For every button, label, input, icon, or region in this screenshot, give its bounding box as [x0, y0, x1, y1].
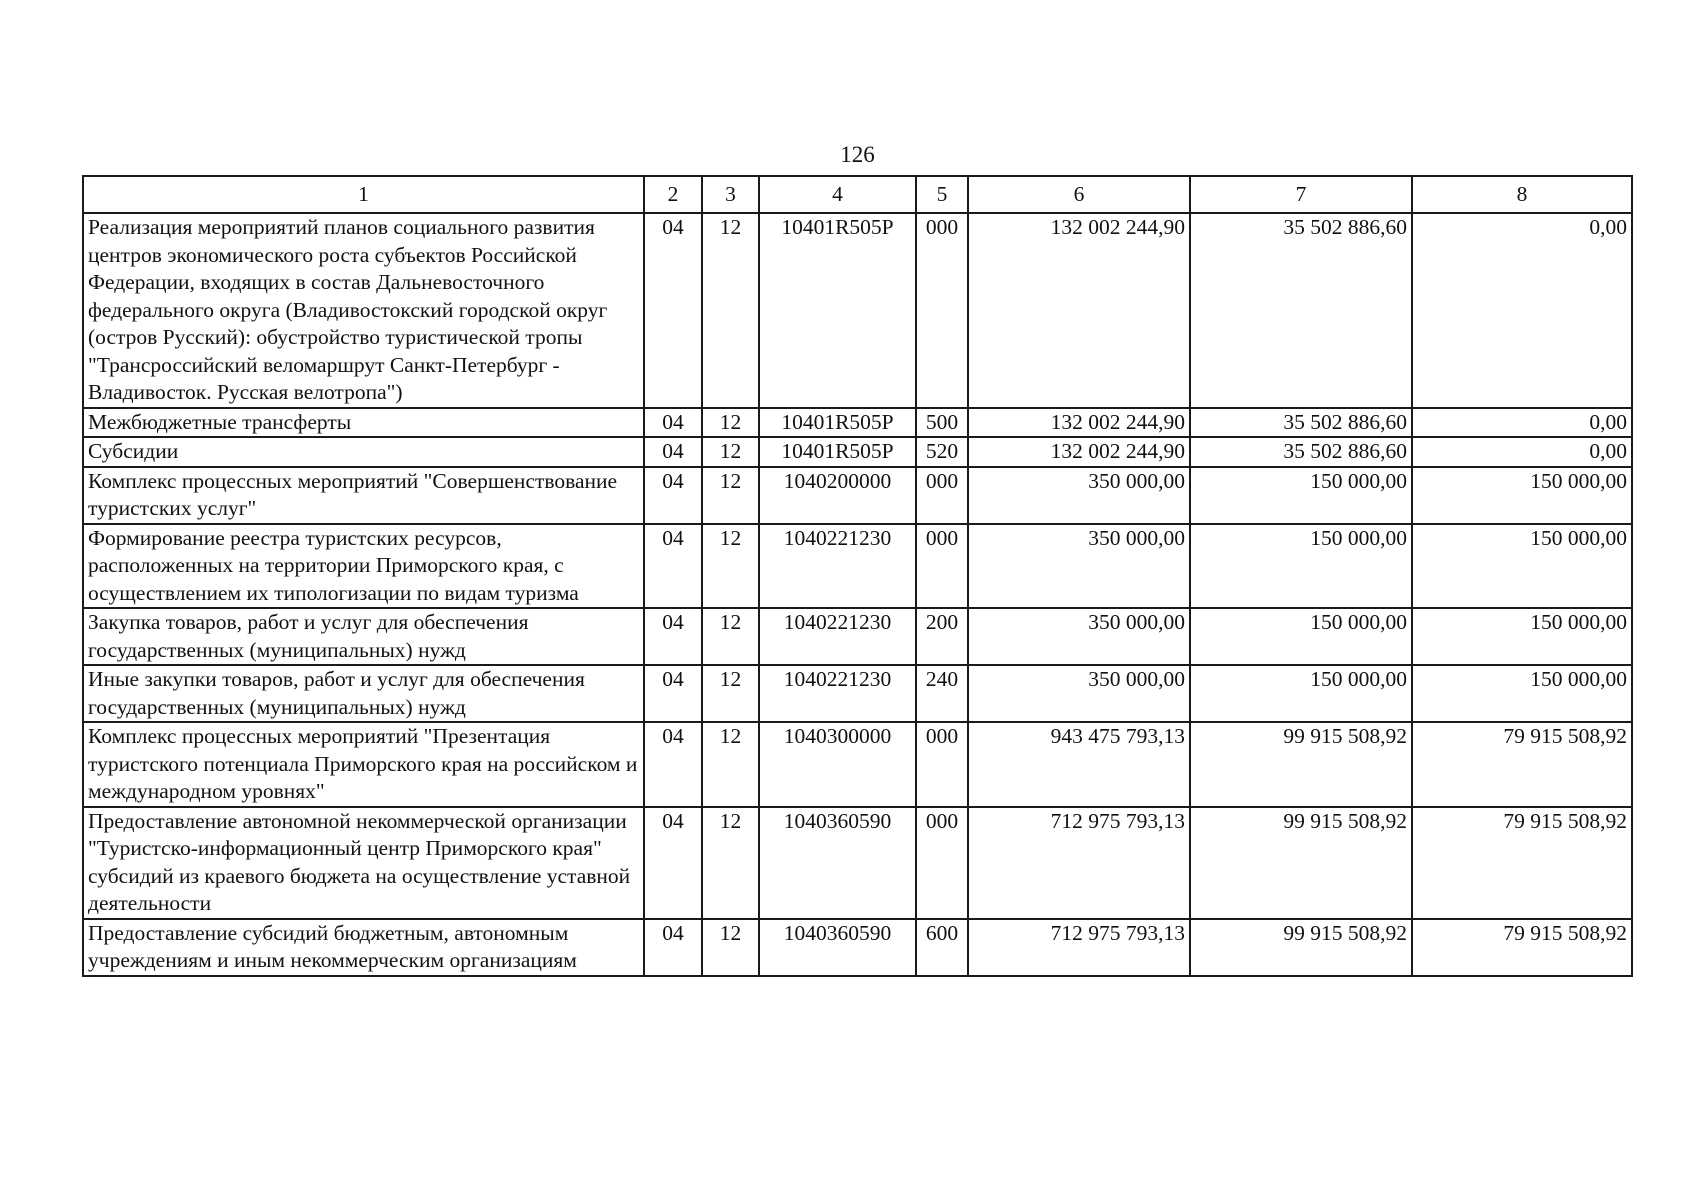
amount-cell-col6: 943 475 793,13	[968, 722, 1190, 807]
expense-type-cell: 000	[916, 722, 968, 807]
amount-cell-col7: 99 915 508,92	[1190, 807, 1412, 919]
amount-cell-col7: 99 915 508,92	[1190, 919, 1412, 976]
section-code-cell: 04	[644, 213, 702, 408]
subsection-code-cell: 12	[702, 608, 759, 665]
row-name-cell: Предоставление автономной некоммерческой организации "Туристско-информационный центр Приморского края" субсидий из краевого бюджета на осуществление уставной деятельности	[83, 807, 644, 919]
row-name-cell: Комплекс процессных мероприятий "Презентация туристского потенциала Приморского края на российском и международном уровнях"	[83, 722, 644, 807]
expense-type-cell: 000	[916, 807, 968, 919]
row-name-cell: Предоставление субсидий бюджетным, автономным учреждениям и иным некоммерческим организациям	[83, 919, 644, 976]
page-number: 126	[840, 142, 875, 167]
amount-cell-col6: 712 975 793,13	[968, 807, 1190, 919]
expense-type-cell: 520	[916, 437, 968, 467]
header-cell: 4	[759, 176, 916, 213]
row-name-cell: Иные закупки товаров, работ и услуг для обеспечения государственных (муниципальных) нужд	[83, 665, 644, 722]
amount-cell-col8: 150 000,00	[1412, 524, 1632, 609]
table-body	[83, 213, 1632, 976]
target-article-cell: 1040221230	[759, 524, 916, 609]
target-article-cell: 10401R505P	[759, 408, 916, 438]
amount-cell-col8: 0,00	[1412, 213, 1632, 408]
row-name-cell: Формирование реестра туристских ресурсов, расположенных на территории Приморского края, с осуществлением их типологизации по видам туризма	[83, 524, 644, 609]
table-row	[83, 437, 1632, 467]
subsection-code-cell: 12	[702, 919, 759, 976]
table-row	[83, 213, 1632, 408]
section-code-cell: 04	[644, 919, 702, 976]
amount-cell-col7: 35 502 886,60	[1190, 408, 1412, 438]
table-row	[83, 408, 1632, 438]
header-cell: 3	[702, 176, 759, 213]
subsection-code-cell: 12	[702, 408, 759, 438]
target-article-cell: 10401R505P	[759, 437, 916, 467]
amount-cell-col6: 132 002 244,90	[968, 213, 1190, 408]
section-code-cell: 04	[644, 467, 702, 524]
target-article-cell: 1040221230	[759, 665, 916, 722]
expense-type-cell: 500	[916, 408, 968, 438]
amount-cell-col7: 35 502 886,60	[1190, 437, 1412, 467]
header-cell: 6	[968, 176, 1190, 213]
amount-cell-col8: 150 000,00	[1412, 608, 1632, 665]
amount-cell-col6: 132 002 244,90	[968, 437, 1190, 467]
target-article-cell: 1040200000	[759, 467, 916, 524]
expense-type-cell: 200	[916, 608, 968, 665]
subsection-code-cell: 12	[702, 524, 759, 609]
target-article-cell: 1040360590	[759, 807, 916, 919]
target-article-cell: 10401R505P	[759, 213, 916, 408]
amount-cell-col6: 712 975 793,13	[968, 919, 1190, 976]
table-row	[83, 524, 1632, 609]
row-name-cell: Закупка товаров, работ и услуг для обеспечения государственных (муниципальных) нужд	[83, 608, 644, 665]
table-row	[83, 665, 1632, 722]
table-row	[83, 467, 1632, 524]
amount-cell-col8: 79 915 508,92	[1412, 919, 1632, 976]
row-name-cell: Комплекс процессных мероприятий "Совершенствование туристских услуг"	[83, 467, 644, 524]
subsection-code-cell: 12	[702, 437, 759, 467]
section-code-cell: 04	[644, 524, 702, 609]
expense-type-cell: 000	[916, 524, 968, 609]
amount-cell-col8: 79 915 508,92	[1412, 722, 1632, 807]
expense-type-cell: 000	[916, 213, 968, 408]
expense-type-cell: 240	[916, 665, 968, 722]
section-code-cell: 04	[644, 608, 702, 665]
table-row	[83, 919, 1632, 976]
section-code-cell: 04	[644, 437, 702, 467]
amount-cell-col8: 150 000,00	[1412, 665, 1632, 722]
section-code-cell: 04	[644, 807, 702, 919]
amount-cell-col6: 350 000,00	[968, 467, 1190, 524]
table-header	[83, 176, 1632, 213]
subsection-code-cell: 12	[702, 665, 759, 722]
header-cell: 7	[1190, 176, 1412, 213]
target-article-cell: 1040360590	[759, 919, 916, 976]
amount-cell-col7: 150 000,00	[1190, 665, 1412, 722]
amount-cell-col6: 350 000,00	[968, 524, 1190, 609]
row-name-cell: Субсидии	[83, 437, 644, 467]
section-code-cell: 04	[644, 665, 702, 722]
expense-type-cell: 600	[916, 919, 968, 976]
header-cell: 1	[83, 176, 644, 213]
section-code-cell: 04	[644, 408, 702, 438]
header-row	[83, 176, 1632, 213]
subsection-code-cell: 12	[702, 467, 759, 524]
subsection-code-cell: 12	[702, 807, 759, 919]
amount-cell-col7: 99 915 508,92	[1190, 722, 1412, 807]
row-name-cell: Межбюджетные трансферты	[83, 408, 644, 438]
amount-cell-col7: 150 000,00	[1190, 524, 1412, 609]
header-cell: 5	[916, 176, 968, 213]
target-article-cell: 1040221230	[759, 608, 916, 665]
target-article-cell: 1040300000	[759, 722, 916, 807]
budget-table	[82, 175, 1633, 977]
subsection-code-cell: 12	[702, 722, 759, 807]
amount-cell-col6: 350 000,00	[968, 665, 1190, 722]
amount-cell-col7: 35 502 886,60	[1190, 213, 1412, 408]
amount-cell-col6: 132 002 244,90	[968, 408, 1190, 438]
amount-cell-col8: 150 000,00	[1412, 467, 1632, 524]
row-name-cell: Реализация мероприятий планов социального развития центров экономического роста субъектов Российской Федерации, входящих в состав Дальневосточного федерального округа (Владивостокский городской округ (остров Русский): обустройство туристической тропы "Трансроссийский веломаршрут Санкт-Петербург - Владивосток. Русская велотропа")	[83, 213, 644, 408]
section-code-cell: 04	[644, 722, 702, 807]
amount-cell-col7: 150 000,00	[1190, 467, 1412, 524]
amount-cell-col7: 150 000,00	[1190, 608, 1412, 665]
expense-type-cell: 000	[916, 467, 968, 524]
amount-cell-col8: 0,00	[1412, 437, 1632, 467]
amount-cell-col6: 350 000,00	[968, 608, 1190, 665]
subsection-code-cell: 12	[702, 213, 759, 408]
header-cell: 8	[1412, 176, 1632, 213]
amount-cell-col8: 79 915 508,92	[1412, 807, 1632, 919]
table-row	[83, 722, 1632, 807]
amount-cell-col8: 0,00	[1412, 408, 1632, 438]
header-cell: 2	[644, 176, 702, 213]
table-row	[83, 608, 1632, 665]
table-row	[83, 807, 1632, 919]
